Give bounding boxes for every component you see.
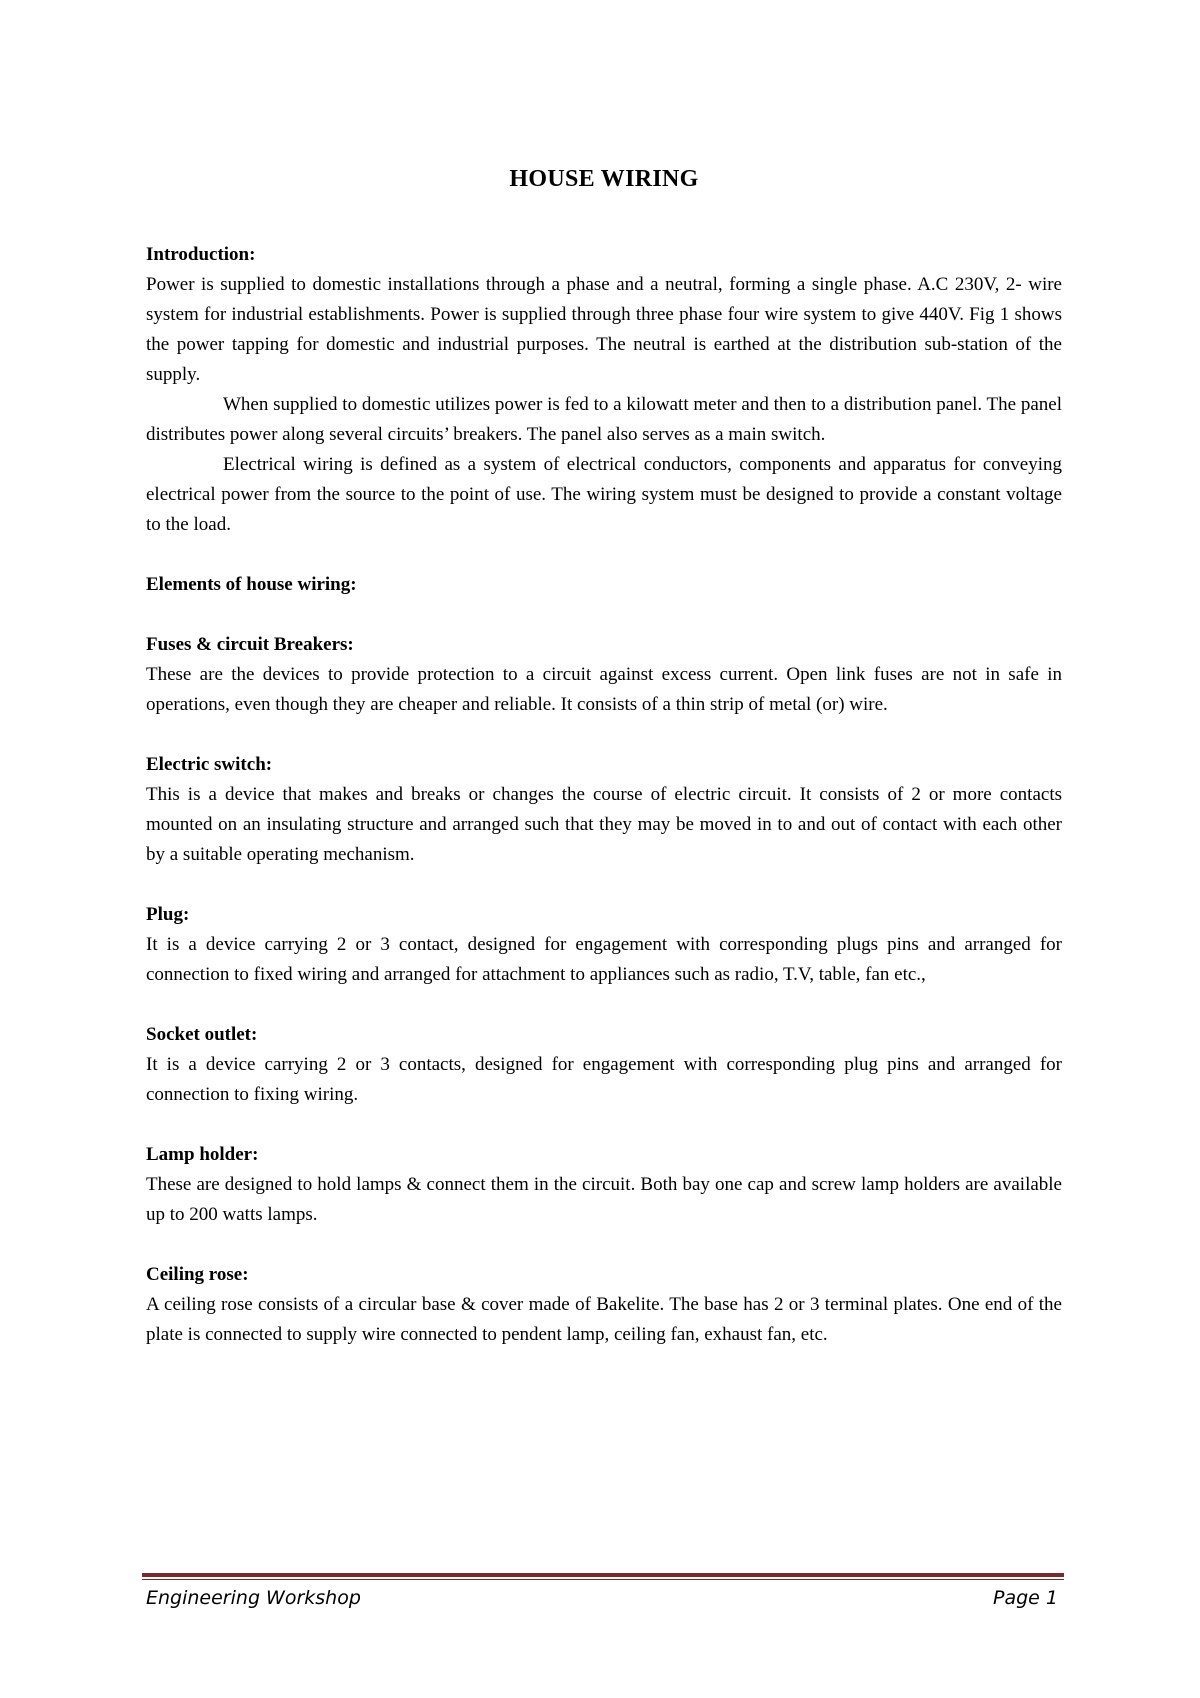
socket-paragraph: It is a device carrying 2 or 3 contacts, designed for engagement with corresponding plug pins and arranged for connection to fixing wiring. xyxy=(146,1054,1062,1105)
spacer xyxy=(146,540,1062,570)
plug-paragraph: It is a device carrying 2 or 3 contact, designed for engagement with corresponding plugs pins and arranged for connection to fixed wiring and arranged for attachment to appliances such as radio, T.V, table, fan etc., xyxy=(146,934,1062,985)
spacer xyxy=(146,1230,1062,1260)
heading-socket: Socket outlet: xyxy=(146,1024,258,1045)
document-body xyxy=(146,166,1062,1350)
heading-switch: Electric switch: xyxy=(146,754,273,775)
heading-lamp-holder: Lamp holder: xyxy=(146,1144,259,1165)
intro-paragraph-1: Power is supplied to domestic installations through a phase and a neutral, forming a single phase. A.C 230V, 2- wire system for industrial establishments. Power is supplied through three phase four wire system to give 440V. Fig 1 shows the power tapping for domestic and industrial purposes. The neutral is earthed at the distribution sub-station of the supply. xyxy=(146,274,1062,385)
heading-plug: Plug: xyxy=(146,904,190,925)
switch-paragraph: This is a device that makes and breaks or changes the course of electric circuit. It consists of 2 or more contacts mounted on an insulating structure and arranged such that they may be moved in to and out of contact with each other by a suitable operating mechanism. xyxy=(146,784,1062,865)
heading-ceiling-rose: Ceiling rose: xyxy=(146,1264,249,1285)
heading-elements: Elements of house wiring: xyxy=(146,574,357,595)
spacer xyxy=(146,600,1062,630)
footer-rule-thin xyxy=(142,1579,1064,1580)
lamp-holder-paragraph: These are designed to hold lamps & connect them in the circuit. Both bay one cap and screw lamp holders are available up to 200 watts lamps. xyxy=(146,1174,1062,1225)
intro-paragraph-3: Electrical wiring is defined as a system of electrical conductors, components and apparatus for conveying electrical power from the source to the point of use. The wiring system must be designed to provide a constant voltage to the load. xyxy=(146,454,1062,535)
ceiling-rose-paragraph: A ceiling rose consists of a circular base & cover made of Bakelite. The base has 2 or 3 terminal plates. One end of the plate is connected to supply wire connected to pendent lamp, ceiling fan, exhaust fan, etc. xyxy=(146,1294,1062,1345)
page-title: HOUSE WIRING xyxy=(509,166,699,192)
intro-paragraph-2: When supplied to domestic utilizes power is fed to a kilowatt meter and then to a distribution panel. The panel distributes power along several circuits’ breakers. The panel also serves as a main switch. xyxy=(146,394,1062,445)
footer-course-title: Engineering Workshop xyxy=(146,1587,361,1609)
heading-fuses: Fuses & circuit Breakers: xyxy=(146,634,354,655)
spacer xyxy=(146,990,1062,1020)
spacer xyxy=(146,870,1062,900)
spacer xyxy=(146,720,1062,750)
footer-rule xyxy=(142,1573,1064,1577)
footer-page-number: Page 1 xyxy=(993,1587,1058,1609)
spacer xyxy=(146,1110,1062,1140)
fuses-paragraph: These are the devices to provide protection to a circuit against excess current. Open link fuses are not in safe in operations, even though they are cheaper and reliable. It consists of a thin strip of metal (or) wire. xyxy=(146,664,1062,715)
heading-introduction: Introduction: xyxy=(146,244,256,265)
